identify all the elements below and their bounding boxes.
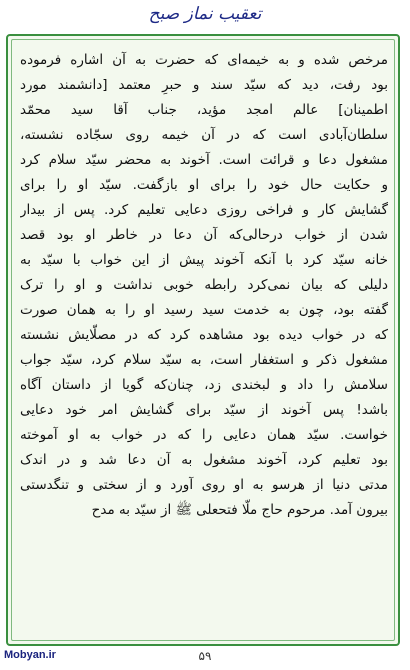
body-text xyxy=(20,48,388,523)
text-line: بود تعلیم کرد، آخوند مشغول به آن دعا شد و در اندک xyxy=(20,452,388,468)
text-line: باشد! پس آخوند از سیّد برای گشایش امر خود دعایی xyxy=(20,402,388,418)
site-watermark: Mobyan.ir xyxy=(4,649,56,661)
text-line: خواست. سیّد همان دعایی را که در خواب به او آموخته xyxy=(20,427,388,443)
text-frame xyxy=(6,34,400,646)
text-line: مرخص شده و به خیمه‌ای که حضرت به آن اشاره فرموده xyxy=(20,52,388,68)
text-line: که در خواب دیده بود مشاهده کرد که در مصلّایش نشسته xyxy=(20,327,388,343)
text-line: شدن از خواب درحالی‌که آن دعا در خاطر او بود قصد xyxy=(20,227,388,243)
text-line: گفته بود، چون به خدمت سید رسید او را به همان صورت xyxy=(20,302,388,318)
page-number: ۵۹ xyxy=(198,649,212,663)
text-line: سلامش را داد و لبخندی زد، چنان‌که گویا از داستان آگاه xyxy=(20,377,388,393)
text-line: اطمینان] عالم امجد مؤید، جناب آقا سید محمّد xyxy=(20,102,388,118)
text-line: بیرون آمد. مرحوم حاج ملّا فتحعلی ﷺ از سیّد به مدح xyxy=(91,502,388,518)
text-line: مشغول دعا و قرائت است. آخوند به محضر سیّد سلام کرد xyxy=(20,152,388,168)
text-line: خانه سیّد کرد با آنکه آخوند پیش از این خواب با سیّد به xyxy=(20,252,388,268)
page-header-title: تعقیب نماز صبح xyxy=(148,4,262,24)
text-line: دلیلی که بیان نمی‌کرد رابطه خوبی نداشت و او را ترک xyxy=(20,277,388,293)
text-line: سلطان‌آبادی است که در آن خیمه روی سجّاده نشسته، xyxy=(20,127,388,143)
text-line: گشایش کار و فراخی روزی دعایی تعلیم کرد. پس از بیدار xyxy=(20,202,388,218)
page-footer xyxy=(0,646,410,670)
text-line: بود رفت، دید که سیّد سند و حبرِ معتمد [دانشمند مورد xyxy=(20,77,388,93)
text-line: مشغول ذکر و استغفار است، به سیّد سلام کرد، سیّد جواب xyxy=(20,352,388,368)
text-line: و حکایت حال خود را برای او بازگفت. سیّد او را برای xyxy=(20,177,388,193)
text-line: مدتی دنیا از هرسو به او روی آورد و از سختی و تنگدستی xyxy=(20,477,388,493)
